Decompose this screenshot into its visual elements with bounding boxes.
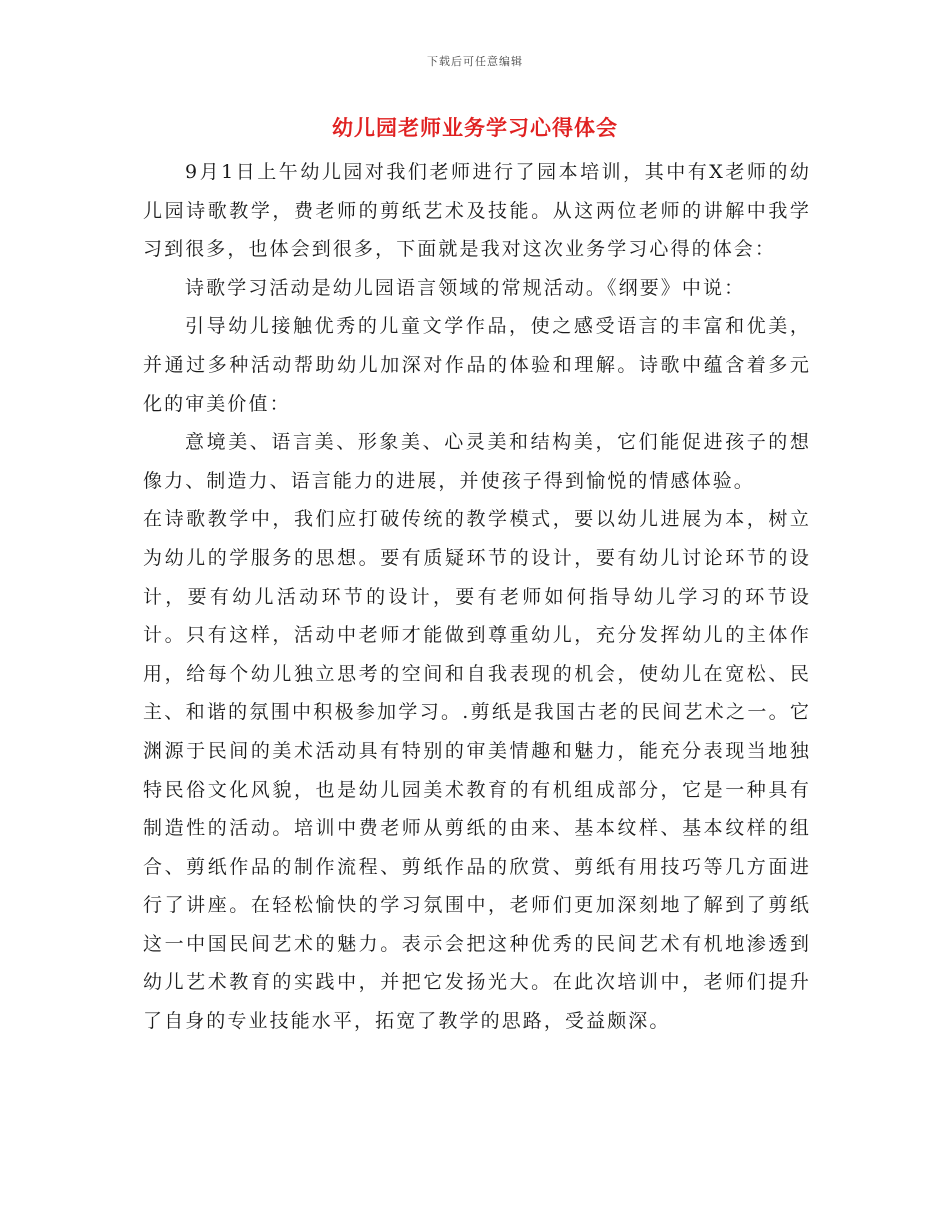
paragraph-teaching-and-papercut: 在诗歌教学中，我们应打破传统的教学模式，要以幼儿进展为本，树立为幼儿的学服务的思想。要有质疑环节的设计，要有幼儿讨论环节的设计，要有幼儿活动环节的设计，要有老师如何指导幼儿学习的环节设计。只有这样，活动中老师才能做到尊重幼儿，充分发挥幼儿的主体作用，给每个幼儿独立思考的空间和自我表现的机会，使幼儿在宽松、民主、和谐的氛围中积极参加学习。.剪纸是我国古老的民间艺术之一。它渊源于民间的美术活动具有特别的审美情趣和魅力，能充分表现当地独特民俗文化风貌，也是幼儿园美术教育的有机组成部分，它是一种具有制造性的活动。培训中费老师从剪纸的由来、基本纹样、基本纹样的组合、剪纸作品的制作流程、剪纸作品的欣赏、剪纸有用技巧等几方面进行了讲座。在轻松愉快的学习氛围中，老师们更加深刻地了解到了剪纸这一中国民间艺术的魅力。表示会把这种优秀的民间艺术有机地渗透到幼儿艺术教育的实践中，并把它发扬光大。在此次培训中，老师们提升了自身的专业技能水平，拓宽了教学的思路，受益颇深。 bbox=[143, 508, 811, 1033]
header-note: 下载后可任意编辑 bbox=[427, 55, 523, 68]
paragraph-intro: 9月1日上午幼儿园对我们老师进行了园本培训，其中有X老师的幼儿园诗歌教学，费老师的剪纸艺术及技能。从这两位老师的讲解中我学习到很多，也体会到很多，下面就是我对这次业务学习心得的体会： bbox=[143, 161, 811, 261]
paragraph-guidelines-quote: 引导幼儿接触优秀的儿童文学作品，使之感受语言的丰富和优美，并通过多种活动帮助幼儿加深对作品的体验和理解。诗歌中蕴含着多元化的审美价值： bbox=[143, 315, 811, 415]
paragraph-aesthetic-values: 意境美、语言美、形象美、心灵美和结构美，它们能促进孩子的想像力、制造力、语言能力的进展，并使孩子得到愉悦的情感体验。 bbox=[143, 431, 811, 492]
paragraph-poetry-activity: 诗歌学习活动是幼儿园语言领域的常规活动。《纲要》中说： bbox=[185, 276, 746, 299]
document-body bbox=[143, 153, 811, 1041]
document-title: 幼儿园老师业务学习心得体会 bbox=[332, 115, 618, 140]
